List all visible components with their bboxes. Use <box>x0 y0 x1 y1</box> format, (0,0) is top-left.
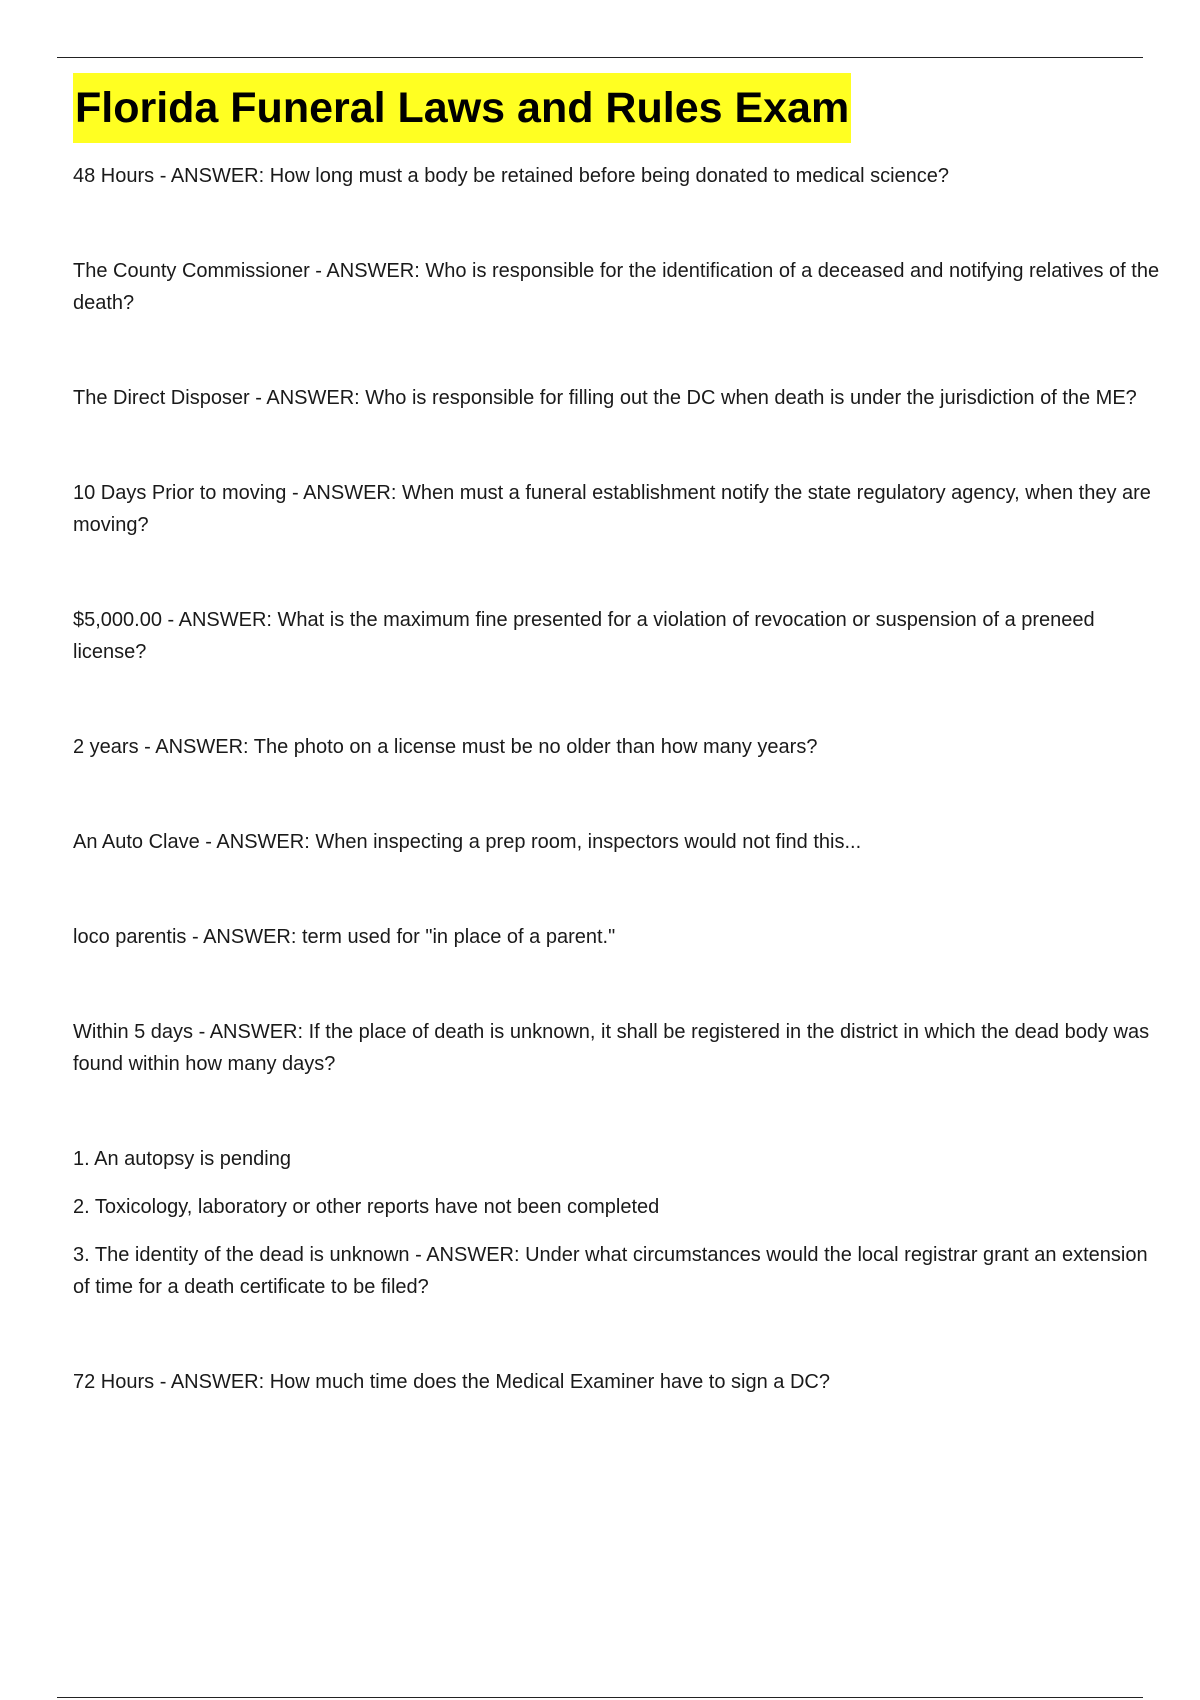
qa-item-10-line-2: 2. Toxicology, laboratory or other reports have not been completed <box>73 1196 660 1218</box>
qa-item-7: An Auto Clave - ANSWER: When inspecting a prep room, inspectors would not find this... <box>73 831 862 853</box>
qa-item-2: The County Commissioner - ANSWER: Who is responsible for the identification of a deceased and notifying relatives of the death? <box>73 260 1160 314</box>
qa-item-11: 72 Hours - ANSWER: How much time does the Medical Examiner have to sign a DC? <box>73 1371 830 1393</box>
qa-item-1: 48 Hours - ANSWER: How long must a body be retained before being donated to medical science? <box>73 165 950 187</box>
qa-item-9: Within 5 days - ANSWER: If the place of death is unknown, it shall be registered in the district in which the dead body was found within how many days? <box>73 1021 1150 1075</box>
bottom-rule <box>57 1697 1143 1698</box>
top-rule <box>57 57 1143 58</box>
qa-item-5: $5,000.00 - ANSWER: What is the maximum fine presented for a violation of revocation or suspension of a preneed license? <box>73 609 1095 663</box>
qa-item-4: 10 Days Prior to moving - ANSWER: When must a funeral establishment notify the state regulatory agency, when they are moving? <box>73 482 1151 536</box>
qa-item-10-line-1: 1. An autopsy is pending <box>73 1148 291 1170</box>
qa-item-8: loco parentis - ANSWER: term used for "in place of a parent." <box>73 926 616 948</box>
document-body <box>73 160 1163 1398</box>
qa-item-3: The Direct Disposer - ANSWER: Who is responsible for filling out the DC when death is under the jurisdiction of the ME? <box>73 387 1137 409</box>
qa-item-10 <box>73 1143 1163 1303</box>
qa-item-10-line-3: 3. The identity of the dead is unknown - ANSWER: Under what circumstances would the local registrar grant an extension of time for a death certificate to be filed? <box>73 1244 1148 1298</box>
page-title: Florida Funeral Laws and Rules Exam <box>73 73 851 143</box>
qa-item-6: 2 years - ANSWER: The photo on a license must be no older than how many years? <box>73 736 818 758</box>
